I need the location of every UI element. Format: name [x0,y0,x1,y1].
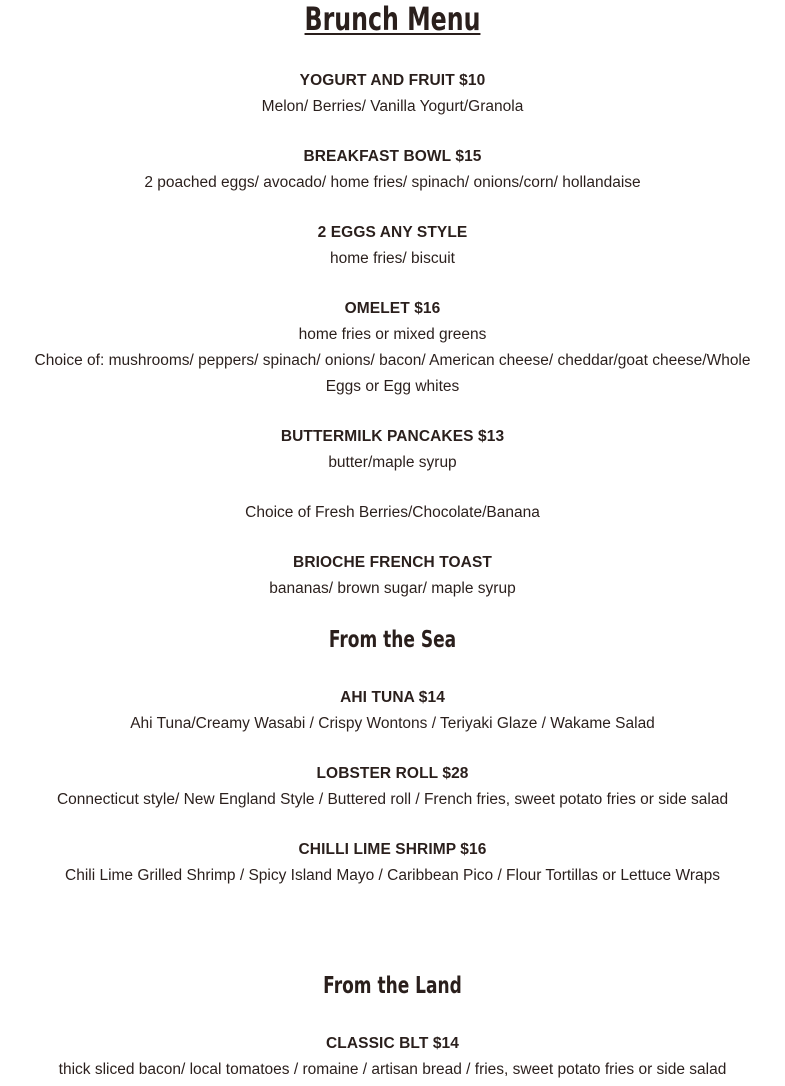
item-desc-omelet: home fries or mixed greens [298,326,487,343]
item-name-buttermilk-pancakes: BUTTERMILK PANCAKES $13 [280,428,505,445]
item-desc-ahi-tuna: Ahi Tuna/Creamy Wasabi / Crispy Wontons / Teriyaki Glaze / Wakame Salad [130,715,655,732]
item-desc-buttermilk-pancakes: butter/maple syrup [328,454,457,471]
item-name-breakfast-bowl: BREAKFAST BOWL $15 [303,148,482,165]
menu-title: Brunch Menu [304,0,481,38]
item-desc-chilli-lime-shrimp: Chili Lime Grilled Shrimp / Spicy Island Mayo / Caribbean Pico / Flour Tortillas or Lettuce Wraps [65,867,720,884]
item-desc-omelet-choices: Choice of: mushrooms/ peppers/ spinach/ onions/ bacon/ American cheese/ cheddar/goat cheese/Whole [34,352,751,369]
item-name-classic-blt: CLASSIC BLT $14 [326,1035,459,1052]
item-name-chilli-lime-shrimp: CHILLI LIME SHRIMP $16 [298,841,487,858]
item-name-ahi-tuna: AHI TUNA $14 [340,689,445,706]
item-desc-yogurt-and-fruit: Melon/ Berries/ Vanilla Yogurt/Granola [261,98,524,115]
item-desc-2-eggs-any-style: home fries/ biscuit [330,250,455,267]
item-desc-breakfast-bowl: 2 poached eggs/ avocado/ home fries/ spinach/ onions/corn/ hollandaise [144,174,641,191]
section-title-sea: From the Sea [328,627,457,653]
section-title-land: From the Land [323,973,462,999]
item-name-lobster-roll: LOBSTER ROLL $28 [316,765,469,782]
item-name-brioche-french-toast: BRIOCHE FRENCH TOAST [293,554,492,571]
item-name-yogurt-and-fruit: YOGURT AND FRUIT $10 [299,72,486,89]
item-desc-lobster-roll: Connecticut style/ New England Style / Buttered roll / French fries, sweet potato fries or side salad [56,791,729,808]
item-name-omelet: OMELET $16 [344,300,441,317]
item-desc-classic-blt: thick sliced bacon/ local tomatoes / romaine / artisan bread / fries, sweet potato fries or side salad [58,1061,727,1078]
item-desc-omelet-eggs: Eggs or Egg whites [325,378,460,395]
item-note-buttermilk-pancakes: Choice of Fresh Berries/Chocolate/Banana [245,504,540,521]
item-name-2-eggs-any-style: 2 EGGS ANY STYLE [317,224,468,241]
item-desc-brioche-french-toast: bananas/ brown sugar/ maple syrup [269,580,516,597]
